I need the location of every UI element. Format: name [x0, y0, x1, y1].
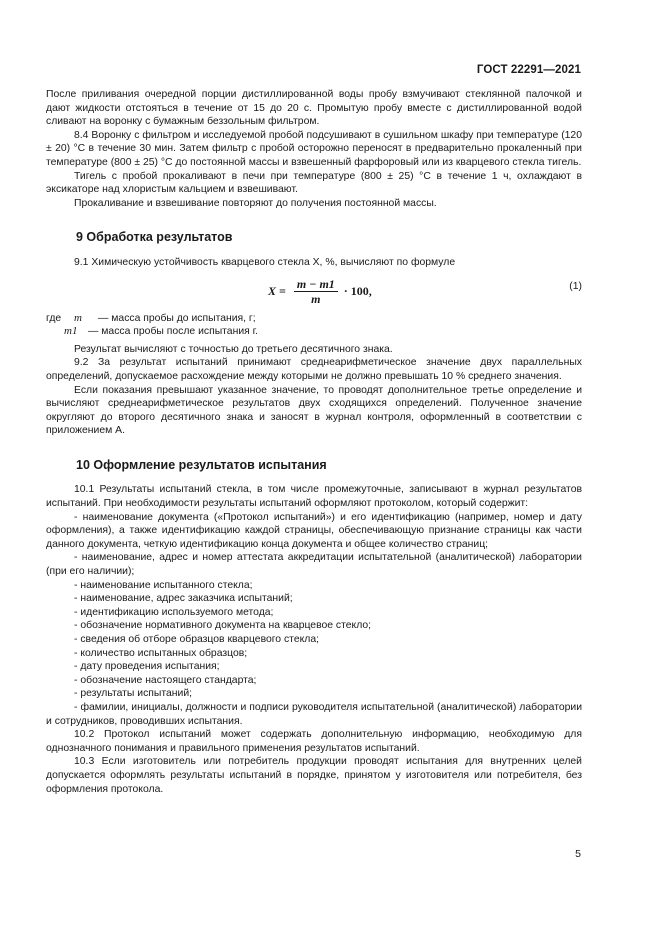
paragraph-9-2: 9.2 За результат испытаний принимают среднеарифметическое значение двух параллельных определений, допускаемое расхождение между которыми не должно превышать 10 % среднего значения.	[46, 357, 582, 382]
paragraph-10-2: 10.2 Протокол испытаний может содержать дополнительную информацию, необходимую для однозначного понимания и правильного применения результатов испытаний.	[46, 729, 582, 754]
protocol-contents-list	[46, 511, 582, 729]
paragraph: Если показания превышают указанное значение, то проводят дополнительное третье определение и вычисляют среднеарифметическое результатов двух сходящихся определений. Полученное значение округляют до второго десятичного знака и заносят в журнал контроля, оформленный в соответствии с приложением А.	[46, 384, 582, 437]
list-item: - наименование испытанного стекла;	[74, 579, 253, 591]
definition-m-text: — масса пробы до испытания, г;	[98, 312, 256, 324]
formula	[268, 278, 372, 306]
formula-lhs: X =	[268, 283, 286, 298]
formula-rest: · 100,	[343, 283, 372, 298]
list-item: - обозначение настоящего стандарта;	[74, 674, 257, 686]
definition-m	[46, 312, 582, 326]
formula-numerator: m − m1	[294, 278, 338, 292]
paragraph: Результат вычисляют с точностью до третьего десятичного знака.	[74, 343, 393, 355]
definition-m1-text: — масса пробы после испытания г.	[88, 326, 259, 338]
where-label: где	[46, 312, 62, 324]
document-id: ГОСТ 22291—2021	[476, 64, 581, 76]
list-item: - фамилии, инициалы, должности и подписи руководителя испытательной (аналитической) лаборатории и сотрудников, проводивших испытания.	[46, 701, 582, 727]
equation-number: (1)	[569, 280, 582, 292]
paragraph-10-1: 10.1 Результаты испытаний стекла, в том числе промежуточные, записывают в журнал результатов испытаний. При необходимости результаты испытаний оформляют протоколом, который содержит:	[46, 484, 582, 510]
list-item: - идентификацию используемого метода;	[74, 606, 274, 618]
list-item: - дату проведения испытания;	[74, 661, 220, 673]
page-number: 5	[575, 848, 581, 860]
section-10-title: 10 Оформление результатов испытания	[76, 457, 327, 472]
list-item: - обозначение нормативного документа на кварцевое стекло;	[74, 620, 372, 632]
paragraph-8-4: 8.4 Воронку с фильтром и исследуемой пробой подсушивают в сушильном шкафу при температуре (120 ± 20) °С в течение 30 мин. Затем фильтр с пробой осторожно переносят в предварительно прокаленный при температуре (800 ± 25) °С до постоянной массы и взвешенный фарфоровый или из кварцевого стекла тигель.	[46, 129, 582, 168]
formula-denominator: m	[311, 291, 321, 306]
list-item: - результаты испытаний;	[74, 688, 193, 700]
list-item: - наименование, адрес и номер аттестата аккредитации испытательной (аналитической) лаборатории (при его наличии);	[46, 552, 582, 578]
paragraph: Тигель с пробой прокаливают в печи при температуре (800 ± 25) °С в течение 1 ч, охлаждают в эксикаторе над хлористым кальцием и взвешивают.	[46, 170, 582, 196]
paragraph-9-1: 9.1 Химическую устойчивость кварцевого стекла Х, %, вычисляют по формуле	[74, 256, 456, 268]
definition-m1	[46, 325, 582, 339]
list-item: - количество испытанных образцов;	[74, 647, 248, 659]
symbol-m: m	[74, 311, 82, 324]
page-content	[46, 88, 582, 796]
list-item: - сведения об отборе образцов кварцевого стекла;	[74, 634, 319, 645]
formula-block	[46, 274, 582, 310]
symbol-m1: m1	[64, 325, 78, 338]
variable-definitions	[46, 312, 582, 339]
paragraph: Прокаливание и взвешивание повторяют до получения постоянной массы.	[74, 197, 437, 209]
list-item: - наименование документа («Протокол испытаний») и его идентификацию (например, номер и дату оформления), а также идентификацию каждой страницы, обеспечивающую признание страницы как части данного документа, четкую идентификацию конца документа и общее количество страниц;	[46, 511, 582, 550]
list-item: - наименование, адрес заказчика испытаний;	[74, 593, 293, 605]
paragraph-10-3: 10.3 Если изготовитель или потребитель продукции проводят испытания для внутренних целей допускается оформлять результаты испытаний в порядке, принятом у изготовителя или потребителя, без оформления протокола.	[46, 756, 582, 795]
formula-fraction	[294, 278, 338, 306]
paragraph: После приливания очередной порции дистиллированной воды пробу взмучивают стеклянной палочкой и дают жидкости отстояться в течение от 15 до 20 с. Промытую пробу вместе с дистиллированной водой сливают на воронку с бумажным беззольным фильтром.	[46, 89, 582, 128]
section-9-title: 9 Обработка результатов	[76, 230, 233, 245]
